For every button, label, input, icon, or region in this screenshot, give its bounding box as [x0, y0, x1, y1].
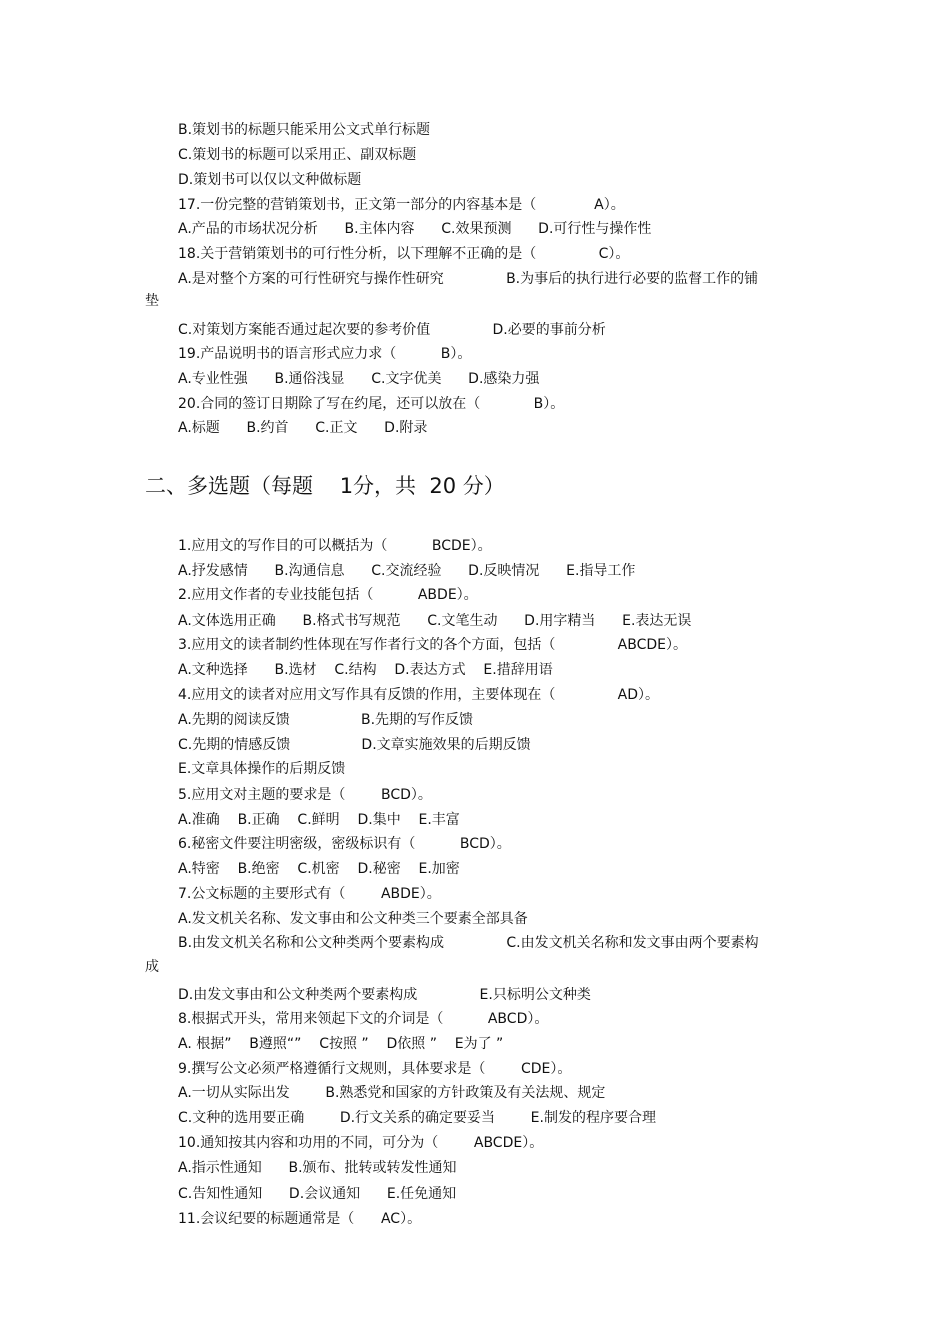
question-line: 17.一份完整的营销策划书，正文第一部分的内容基本是（ A）。	[178, 197, 625, 213]
option-line: A.一切从实际出发 B.熟悉党和国家的方针政策及有关法规、规定	[178, 1085, 606, 1101]
question-line: 1.应用文的写作目的可以概括为（ BCDE）。	[178, 538, 492, 554]
section-heading: 二、多选题（每题 1分，共 20 分）	[145, 474, 505, 498]
question-line: 6.秘密文件要注明密级，密级标识有（ BCD）。	[178, 836, 511, 852]
option-line: A.文种选择 B.选材 C.结构 D.表达方式 E.措辞用语	[178, 662, 553, 678]
question-line: 2.应用文作者的专业技能包括（ ABDE）。	[178, 587, 478, 603]
question-line: 19.产品说明书的语言形式应力求（ B）。	[178, 346, 472, 362]
option-line: A.文体选用正确 B.格式书写规范 C.文笔生动 D.用字精当 E.表达无误	[178, 613, 692, 629]
option-line: A.标题 B.约首 C.正文 D.附录	[178, 420, 428, 436]
option-line: C.告知性通知 D.会议通知 E.任免通知	[178, 1186, 457, 1202]
option-line: C.对策划方案能否通过起次要的参考价值 D.必要的事前分析	[178, 322, 606, 338]
option-line: C.文种的选用要正确 D.行文关系的确定要妥当 E.制发的程序要合理	[178, 1110, 656, 1126]
option-line: E.文章具体操作的后期反馈	[178, 761, 346, 777]
option-line-wrap: 垫	[145, 293, 159, 309]
option-line: A.产品的市场状况分析 B.主体内容 C.效果预测 D.可行性与操作性	[178, 221, 652, 237]
question-line: 11.会议纪要的标题通常是（ AC）。	[178, 1211, 422, 1227]
option-line: D.策划书可以仅以文种做标题	[178, 172, 362, 188]
option-line: A.发文机关名称、发文事由和公文种类三个要素全部具备	[178, 911, 528, 927]
option-line: A.指示性通知 B.颁布、批转或转发性通知	[178, 1160, 457, 1176]
option-line: A.先期的阅读反馈 B.先期的写作反馈	[178, 712, 474, 728]
question-line: 7.公文标题的主要形式有（ ABDE）。	[178, 886, 441, 902]
option-line: A.特密 B.绝密 C.机密 D.秘密 E.加密	[178, 861, 460, 877]
option-line: A.抒发感情 B.沟通信息 C.交流经验 D.反映情况 E.指导工作	[178, 563, 636, 579]
option-line: A.是对整个方案的可行性研究与操作性研究 B.为事后的执行进行必要的监督工作的铺	[178, 271, 759, 287]
option-line: A.专业性强 B.通俗浅显 C.文字优美 D.感染力强	[178, 371, 540, 387]
question-line: 3.应用文的读者制约性体现在写作者行文的各个方面，包括（ ABCDE）。	[178, 637, 687, 653]
option-line: C.策划书的标题可以采用正、副双标题	[178, 147, 417, 163]
option-line-wrap: 成	[145, 959, 159, 975]
option-line: B.策划书的标题只能采用公文式单行标题	[178, 122, 431, 138]
question-line: 20.合同的签订日期除了写在约尾，还可以放在（ B）。	[178, 396, 565, 412]
question-line: 5.应用文对主题的要求是（ BCD）。	[178, 787, 432, 803]
option-line: C.先期的情感反馈 D.文章实施效果的后期反馈	[178, 737, 531, 753]
question-line: 18.关于营销策划书的可行性分析，以下理解不正确的是（ C）。	[178, 246, 630, 262]
question-line: 9.撰写公文必须严格遵循行文规则，具体要求是（ CDE）。	[178, 1061, 572, 1077]
question-line: 4.应用文的读者对应用文写作具有反馈的作用，主要体现在（ AD）。	[178, 687, 660, 703]
option-line: B.由发文机关名称和公文种类两个要素构成 C.由发文机关名称和发文事由两个要素构	[178, 935, 759, 951]
option-line: D.由发文事由和公文种类两个要素构成 E.只标明公文种类	[178, 987, 591, 1003]
question-line: 10.通知按其内容和功用的不同，可分为（ ABCDE）。	[178, 1135, 544, 1151]
question-line: 8.根据式开头，常用来领起下文的介词是（ ABCD）。	[178, 1011, 549, 1027]
option-line: A. 根据” B遵照“” C按照 ” D依照 ” E为了 ”	[178, 1036, 504, 1052]
option-line: A.准确 B.正确 C.鲜明 D.集中 E.丰富	[178, 812, 460, 828]
